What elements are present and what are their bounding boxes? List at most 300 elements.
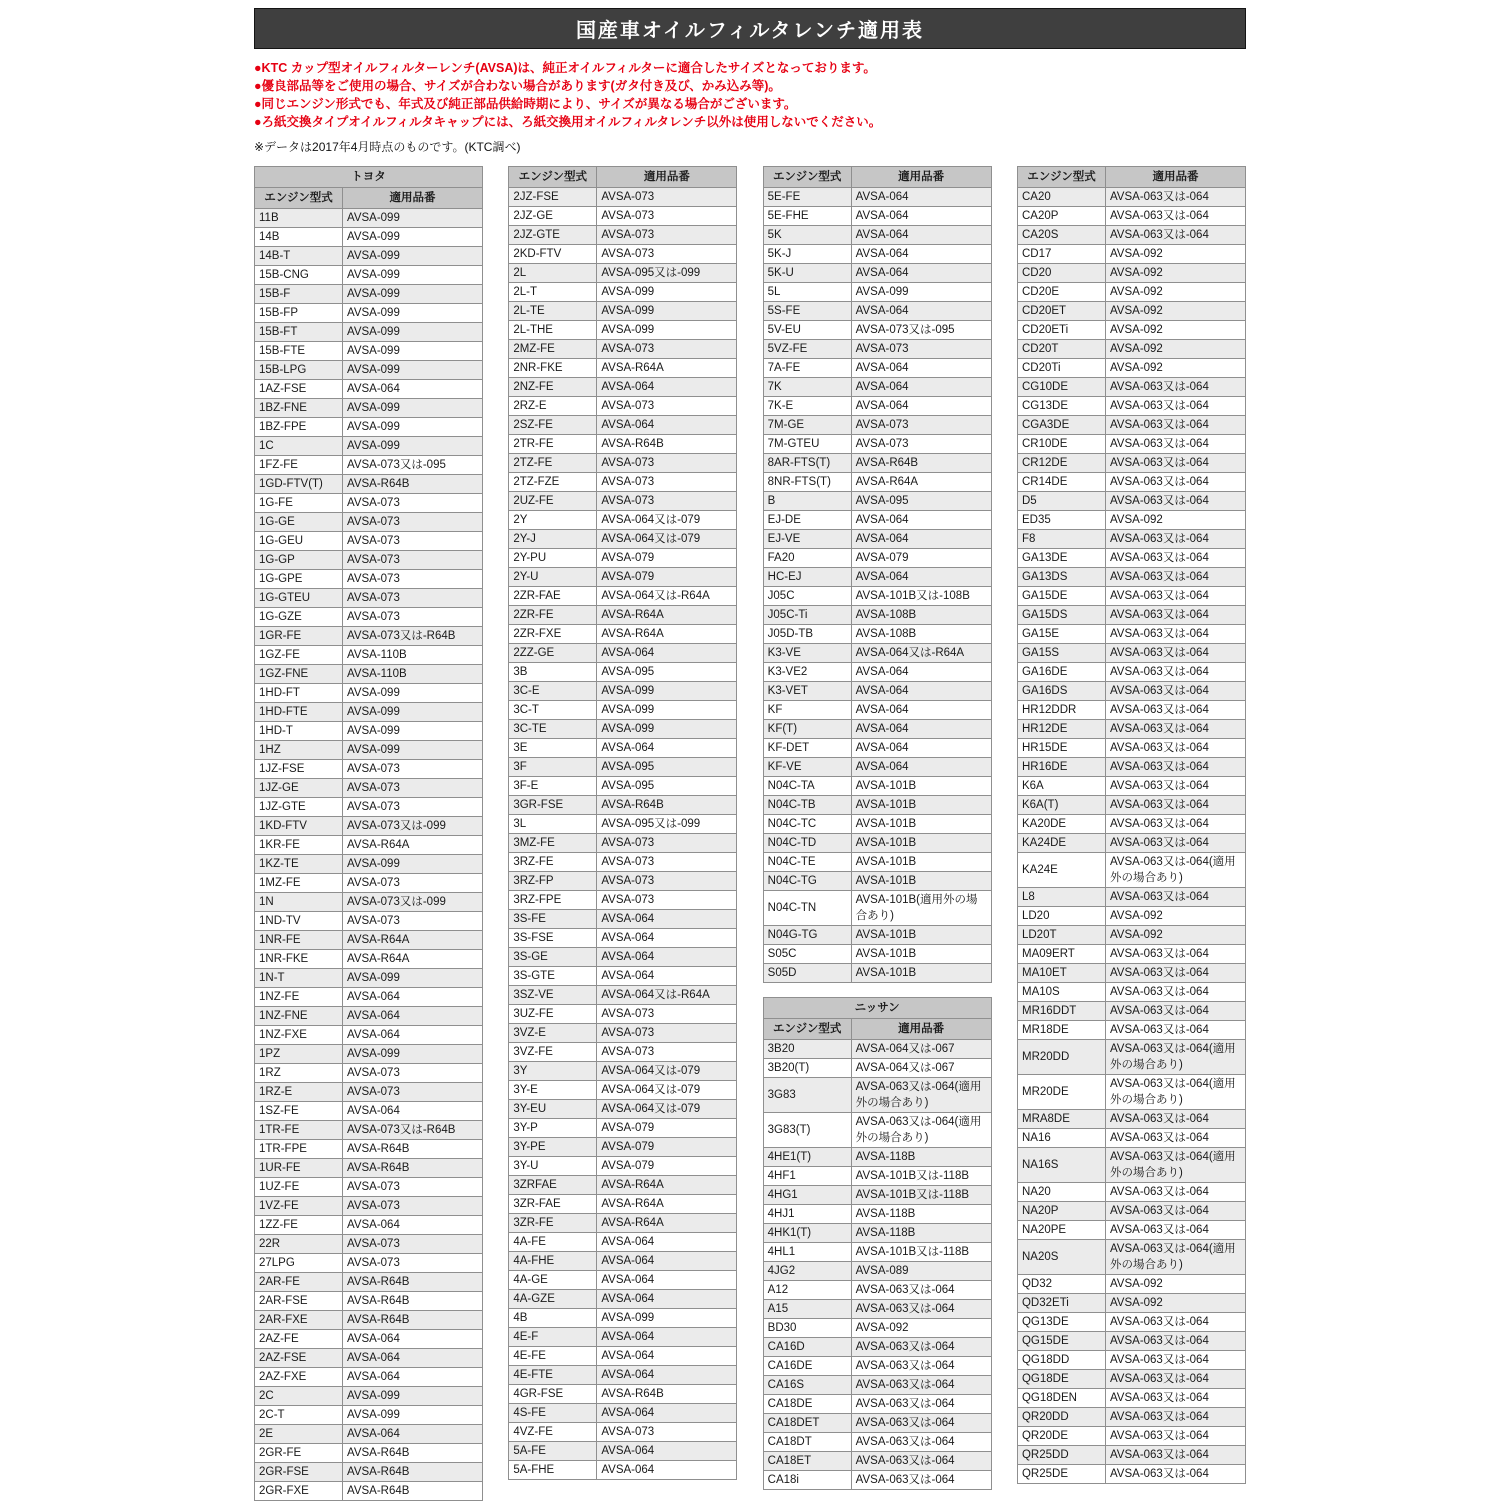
- engine-cell: 1G-GTEU: [255, 589, 343, 608]
- part-cell: AVSA-064: [343, 988, 483, 1007]
- part-cell: AVSA-099: [343, 266, 483, 285]
- part-cell: AVSA-063又は-064: [851, 1300, 991, 1319]
- part-cell: AVSA-099: [343, 342, 483, 361]
- engine-cell: 1JZ-FSE: [255, 760, 343, 779]
- part-cell: AVSA-064: [597, 1271, 737, 1290]
- part-cell: AVSA-064: [597, 1461, 737, 1480]
- table-row: [255, 1102, 483, 1121]
- part-cell: AVSA-073: [597, 397, 737, 416]
- engine-cell: 5E-FHE: [763, 207, 851, 226]
- part-cell: AVSA-064: [851, 207, 991, 226]
- table-row: [255, 1406, 483, 1425]
- engine-cell: CA18DET: [763, 1414, 851, 1433]
- part-cell: AVSA-063又は-064: [851, 1452, 991, 1471]
- part-cell: AVSA-063又は-064: [1105, 473, 1245, 492]
- engine-cell: 3Y-E: [509, 1081, 597, 1100]
- engine-cell: S05C: [763, 945, 851, 964]
- engine-cell: 4JG2: [763, 1262, 851, 1281]
- part-cell: AVSA-063又は-064: [1105, 454, 1245, 473]
- table-row: [763, 720, 991, 739]
- table-row: [1017, 283, 1245, 302]
- engine-cell: 2AR-FE: [255, 1273, 343, 1292]
- part-cell: AVSA-064: [343, 380, 483, 399]
- table-row: [763, 530, 991, 549]
- engine-cell: K3-VE2: [763, 663, 851, 682]
- engine-cell: QG18DD: [1017, 1351, 1105, 1370]
- engine-cell: NA20P: [1017, 1202, 1105, 1221]
- engine-cell: 2C: [255, 1387, 343, 1406]
- engine-cell: LD20: [1017, 907, 1105, 926]
- engine-cell: CA20P: [1017, 207, 1105, 226]
- part-cell: AVSA-073: [343, 513, 483, 532]
- part-cell: AVSA-063又は-064: [1105, 758, 1245, 777]
- part-cell: AVSA-064: [597, 378, 737, 397]
- engine-cell: 15B-CNG: [255, 266, 343, 285]
- engine-cell: 15B-FP: [255, 304, 343, 323]
- part-cell: AVSA-R64B: [851, 454, 991, 473]
- table-row: [509, 245, 737, 264]
- part-cell: AVSA-R64B: [597, 1385, 737, 1404]
- engine-cell: 4HL1: [763, 1243, 851, 1262]
- table-row: [255, 627, 483, 646]
- part-cell: AVSA-101B: [851, 964, 991, 983]
- part-cell: AVSA-063又は-064(適用外の場合あり): [1105, 853, 1245, 888]
- engine-cell: 1KZ-TE: [255, 855, 343, 874]
- engine-cell: CR14DE: [1017, 473, 1105, 492]
- part-cell: AVSA-R64B: [343, 1159, 483, 1178]
- part-cell: AVSA-R64B: [597, 796, 737, 815]
- engine-cell: 3ZR-FAE: [509, 1195, 597, 1214]
- engine-cell: CD20: [1017, 264, 1105, 283]
- part-cell: AVSA-099: [343, 209, 483, 228]
- engine-cell: 1HD-FTE: [255, 703, 343, 722]
- engine-cell: N04C-TA: [763, 777, 851, 796]
- part-cell: AVSA-064又は-067: [851, 1059, 991, 1078]
- part-cell: AVSA-064: [597, 1347, 737, 1366]
- part-cell: AVSA-099: [343, 418, 483, 437]
- engine-cell: MR20DE: [1017, 1075, 1105, 1110]
- engine-cell: 1G-GPE: [255, 570, 343, 589]
- engine-cell: QR20DD: [1017, 1408, 1105, 1427]
- engine-cell: 15B-F: [255, 285, 343, 304]
- part-cell: AVSA-108B: [851, 606, 991, 625]
- table-row: [255, 1121, 483, 1140]
- engine-cell: 7K-E: [763, 397, 851, 416]
- part-cell: AVSA-064: [597, 1442, 737, 1461]
- table-row: [255, 1026, 483, 1045]
- table-row: [1017, 964, 1245, 983]
- table-row: [255, 551, 483, 570]
- table-row: [1017, 1370, 1245, 1389]
- maker-header: トヨタ: [255, 167, 483, 188]
- table-row: [1017, 473, 1245, 492]
- table-row: [255, 1140, 483, 1159]
- part-cell: AVSA-063又は-064: [1105, 1427, 1245, 1446]
- table-row: [763, 1148, 991, 1167]
- table-row: [763, 964, 991, 983]
- table-row: [763, 587, 991, 606]
- engine-cell: 4VZ-FE: [509, 1423, 597, 1442]
- application-table: [508, 166, 737, 1480]
- table-row: [255, 418, 483, 437]
- part-cell: AVSA-064: [851, 530, 991, 549]
- table-row: [255, 1216, 483, 1235]
- table-row: [763, 359, 991, 378]
- table-row: [763, 511, 991, 530]
- table-row: [763, 435, 991, 454]
- part-cell: AVSA-073: [597, 207, 737, 226]
- part-cell: AVSA-063又は-064: [1105, 1446, 1245, 1465]
- engine-cell: 1GD-FTV(T): [255, 475, 343, 494]
- engine-cell: 3UZ-FE: [509, 1005, 597, 1024]
- part-cell: AVSA-064: [851, 188, 991, 207]
- engine-cell: 3C-T: [509, 701, 597, 720]
- engine-cell: N04C-TB: [763, 796, 851, 815]
- table-row: [1017, 1446, 1245, 1465]
- part-cell: AVSA-073: [343, 798, 483, 817]
- part-cell: AVSA-064: [851, 397, 991, 416]
- part-cell: AVSA-063又は-064: [1105, 796, 1245, 815]
- table-row: [1017, 888, 1245, 907]
- part-cell: AVSA-064: [597, 1404, 737, 1423]
- engine-cell: CA20: [1017, 188, 1105, 207]
- engine-cell: 1C: [255, 437, 343, 456]
- part-cell: AVSA-079: [597, 568, 737, 587]
- part-cell: AVSA-073又は-095: [851, 321, 991, 340]
- part-cell: AVSA-063又は-064: [1105, 397, 1245, 416]
- table-row: [255, 437, 483, 456]
- engine-cell: F8: [1017, 530, 1105, 549]
- part-cell: AVSA-095: [597, 663, 737, 682]
- table-row: [763, 644, 991, 663]
- table-row: [509, 758, 737, 777]
- part-cell: AVSA-064又は-079: [597, 1100, 737, 1119]
- table-row: [763, 872, 991, 891]
- table-row: [255, 399, 483, 418]
- table-row: [255, 1330, 483, 1349]
- part-cell: AVSA-064又は-R64A: [597, 986, 737, 1005]
- table-row: [763, 1376, 991, 1395]
- engine-cell: 1KR-FE: [255, 836, 343, 855]
- part-cell: AVSA-064: [343, 1007, 483, 1026]
- part-cell: AVSA-099: [343, 684, 483, 703]
- part-cell: AVSA-095又は-099: [597, 264, 737, 283]
- part-cell: AVSA-079: [597, 1138, 737, 1157]
- part-cell: AVSA-064: [851, 720, 991, 739]
- engine-cell: J05D-TB: [763, 625, 851, 644]
- table-row: [509, 720, 737, 739]
- engine-cell: CGA3DE: [1017, 416, 1105, 435]
- table-row: [763, 1452, 991, 1471]
- table-row: [763, 701, 991, 720]
- table-row: [509, 910, 737, 929]
- engine-cell: KF: [763, 701, 851, 720]
- engine-cell: 8AR-FTS(T): [763, 454, 851, 473]
- part-cell: AVSA-092: [1105, 511, 1245, 530]
- engine-cell: 5A-FHE: [509, 1461, 597, 1480]
- engine-cell: 3S-GE: [509, 948, 597, 967]
- engine-cell: 2L-TE: [509, 302, 597, 321]
- part-cell: AVSA-063又は-064(適用外の場合あり): [851, 1078, 991, 1113]
- data-date-note: ※データは2017年4月時点のものです。(KTC調べ): [254, 140, 521, 154]
- table-row: [1017, 454, 1245, 473]
- part-cell: AVSA-092: [851, 1319, 991, 1338]
- engine-cell: 5K: [763, 226, 851, 245]
- engine-cell: 1ZZ-FE: [255, 1216, 343, 1235]
- table-row: [1017, 1313, 1245, 1332]
- part-cell: AVSA-064: [343, 1368, 483, 1387]
- engine-cell: N04C-TN: [763, 891, 851, 926]
- part-cell: AVSA-092: [1105, 245, 1245, 264]
- engine-cell: 2AZ-FSE: [255, 1349, 343, 1368]
- part-cell: AVSA-099: [343, 1406, 483, 1425]
- engine-cell: CA20S: [1017, 226, 1105, 245]
- table-row: [1017, 682, 1245, 701]
- table-row: [1017, 530, 1245, 549]
- engine-cell: 7A-FE: [763, 359, 851, 378]
- table-row: [763, 777, 991, 796]
- part-column-header: 適用品番: [597, 167, 737, 188]
- engine-cell: 2SZ-FE: [509, 416, 597, 435]
- table-row: [763, 473, 991, 492]
- engine-cell: ED35: [1017, 511, 1105, 530]
- table-row: [1017, 720, 1245, 739]
- table-row: [255, 1292, 483, 1311]
- table-row: [255, 1197, 483, 1216]
- table-row: [1017, 853, 1245, 888]
- engine-cell: HC-EJ: [763, 568, 851, 587]
- engine-cell: EJ-DE: [763, 511, 851, 530]
- part-cell: AVSA-063又は-064: [1105, 1021, 1245, 1040]
- engine-cell: CA18DT: [763, 1433, 851, 1452]
- engine-cell: K6A(T): [1017, 796, 1105, 815]
- part-cell: AVSA-063又は-064: [1105, 1389, 1245, 1408]
- table-row: [763, 758, 991, 777]
- engine-cell: 1G-GZE: [255, 608, 343, 627]
- part-cell: AVSA-099: [343, 1045, 483, 1064]
- engine-cell: 1G-FE: [255, 494, 343, 513]
- part-cell: AVSA-R64B: [343, 1273, 483, 1292]
- table-row: [763, 1433, 991, 1452]
- table-row: [509, 397, 737, 416]
- engine-cell: MA10ET: [1017, 964, 1105, 983]
- part-cell: AVSA-101B又は-118B: [851, 1186, 991, 1205]
- engine-cell: 3VZ-E: [509, 1024, 597, 1043]
- engine-cell: 1GZ-FNE: [255, 665, 343, 684]
- table-row: [1017, 1465, 1245, 1484]
- table-row: [1017, 1275, 1245, 1294]
- part-cell: AVSA-063又は-064: [1105, 606, 1245, 625]
- page: [254, 0, 1246, 1501]
- red-notes-block: [254, 59, 1246, 131]
- engine-cell: S05D: [763, 964, 851, 983]
- part-cell: AVSA-101B又は-108B: [851, 587, 991, 606]
- table-row: [255, 1368, 483, 1387]
- part-cell: AVSA-073: [343, 1235, 483, 1254]
- table-row: [1017, 359, 1245, 378]
- engine-cell: 3F-E: [509, 777, 597, 796]
- engine-cell: 5VZ-FE: [763, 340, 851, 359]
- table-row: [763, 492, 991, 511]
- part-cell: AVSA-079: [597, 549, 737, 568]
- engine-cell: 1FZ-FE: [255, 456, 343, 475]
- table-row: [1017, 926, 1245, 945]
- part-cell: AVSA-063又は-064: [851, 1414, 991, 1433]
- table-row: [509, 1271, 737, 1290]
- part-cell: AVSA-063又は-064: [1105, 777, 1245, 796]
- engine-column-header: エンジン型式: [1017, 167, 1105, 188]
- table-row: [1017, 758, 1245, 777]
- table-row: [255, 646, 483, 665]
- engine-cell: HR12DE: [1017, 720, 1105, 739]
- engine-cell: 5V-EU: [763, 321, 851, 340]
- engine-cell: 1JZ-GTE: [255, 798, 343, 817]
- table-row: [255, 1064, 483, 1083]
- engine-cell: NA16: [1017, 1129, 1105, 1148]
- part-cell: AVSA-064: [597, 967, 737, 986]
- table-row: [763, 378, 991, 397]
- part-cell: AVSA-063又は-064(適用外の場合あり): [1105, 1148, 1245, 1183]
- part-cell: AVSA-079: [597, 1119, 737, 1138]
- engine-cell: 2Y-PU: [509, 549, 597, 568]
- table-row: [1017, 1221, 1245, 1240]
- part-cell: AVSA-073: [597, 853, 737, 872]
- part-cell: AVSA-063又は-064: [1105, 964, 1245, 983]
- part-cell: AVSA-064又は-079: [597, 530, 737, 549]
- part-cell: AVSA-064: [851, 359, 991, 378]
- table-row: [509, 283, 737, 302]
- table-row: [255, 1311, 483, 1330]
- part-cell: AVSA-101B: [851, 796, 991, 815]
- table-row: [509, 1309, 737, 1328]
- table-row: [255, 950, 483, 969]
- table-row: [509, 701, 737, 720]
- engine-cell: 2ZR-FXE: [509, 625, 597, 644]
- engine-cell: 2TR-FE: [509, 435, 597, 454]
- part-cell: AVSA-063又は-064: [1105, 1202, 1245, 1221]
- part-cell: AVSA-073又は-095: [343, 456, 483, 475]
- table-row: [1017, 511, 1245, 530]
- part-cell: AVSA-R64B: [343, 1292, 483, 1311]
- part-cell: AVSA-099: [343, 437, 483, 456]
- engine-cell: 4HF1: [763, 1167, 851, 1186]
- table-row: [255, 342, 483, 361]
- part-cell: AVSA-063又は-064: [1105, 226, 1245, 245]
- engine-cell: 11B: [255, 209, 343, 228]
- engine-cell: QR20DE: [1017, 1427, 1105, 1446]
- engine-cell: 7M-GE: [763, 416, 851, 435]
- table-row: [1017, 245, 1245, 264]
- part-cell: AVSA-063又は-064(適用外の場合あり): [1105, 1075, 1245, 1110]
- part-cell: AVSA-063又は-064: [1105, 644, 1245, 663]
- table-row: [255, 1463, 483, 1482]
- table-row: [763, 321, 991, 340]
- table-row: [1017, 188, 1245, 207]
- table-row: [1017, 1021, 1245, 1040]
- table-row: [763, 815, 991, 834]
- engine-cell: MR18DE: [1017, 1021, 1105, 1040]
- engine-cell: 3G83: [763, 1078, 851, 1113]
- table-row: [1017, 1040, 1245, 1075]
- part-cell: AVSA-064又は-079: [597, 511, 737, 530]
- engine-cell: 22R: [255, 1235, 343, 1254]
- table-row: [509, 492, 737, 511]
- application-table: [763, 166, 992, 983]
- part-cell: AVSA-073: [343, 608, 483, 627]
- part-cell: AVSA-063又は-064: [1105, 1002, 1245, 1021]
- part-cell: AVSA-063又は-064: [1105, 625, 1245, 644]
- engine-cell: 1NR-FKE: [255, 950, 343, 969]
- table-column-4: [1017, 166, 1246, 1484]
- red-note-line: ●KTC カップ型オイルフィルターレンチ(AVSA)は、純正オイルフィルターに適合したサイズとなっております。: [254, 61, 876, 75]
- table-row: [763, 1040, 991, 1059]
- table-row: [1017, 1240, 1245, 1275]
- engine-cell: HR12DDR: [1017, 701, 1105, 720]
- table-row: [255, 1254, 483, 1273]
- part-cell: AVSA-073又は-R64B: [343, 627, 483, 646]
- engine-cell: 1RZ-E: [255, 1083, 343, 1102]
- engine-cell: 1MZ-FE: [255, 874, 343, 893]
- table-column-2: [508, 166, 737, 1480]
- engine-cell: GA16DE: [1017, 663, 1105, 682]
- part-cell: AVSA-099: [343, 228, 483, 247]
- part-cell: AVSA-099: [343, 323, 483, 342]
- engine-cell: 1NZ-FE: [255, 988, 343, 1007]
- engine-cell: 15B-FT: [255, 323, 343, 342]
- engine-cell: 7K: [763, 378, 851, 397]
- engine-cell: 2Y-U: [509, 568, 597, 587]
- table-row: [255, 741, 483, 760]
- engine-cell: 3RZ-FE: [509, 853, 597, 872]
- table-row: [255, 209, 483, 228]
- table-row: [255, 988, 483, 1007]
- table-row: [509, 1366, 737, 1385]
- part-cell: AVSA-063又は-064: [1105, 1110, 1245, 1129]
- engine-cell: KA24DE: [1017, 834, 1105, 853]
- part-cell: AVSA-R64A: [597, 625, 737, 644]
- table-row: [255, 323, 483, 342]
- table-row: [255, 665, 483, 684]
- engine-cell: NA20PE: [1017, 1221, 1105, 1240]
- engine-cell: A12: [763, 1281, 851, 1300]
- engine-cell: 7M-GTEU: [763, 435, 851, 454]
- part-cell: AVSA-R64B: [343, 1140, 483, 1159]
- table-row: [509, 1461, 737, 1480]
- table-row: [509, 1214, 737, 1233]
- table-row: [255, 1007, 483, 1026]
- table-row: [255, 1178, 483, 1197]
- part-cell: AVSA-073: [851, 416, 991, 435]
- engine-cell: 2L: [509, 264, 597, 283]
- engine-cell: 4HG1: [763, 1186, 851, 1205]
- part-cell: AVSA-064: [597, 644, 737, 663]
- engine-cell: 2ZR-FAE: [509, 587, 597, 606]
- part-cell: AVSA-064: [343, 1349, 483, 1368]
- table-row: [763, 302, 991, 321]
- engine-cell: 1ND-TV: [255, 912, 343, 931]
- part-cell: AVSA-063又は-064: [1105, 1370, 1245, 1389]
- table-row: [509, 606, 737, 625]
- part-cell: AVSA-073: [343, 494, 483, 513]
- engine-cell: QG18DE: [1017, 1370, 1105, 1389]
- part-cell: AVSA-R64B: [343, 1444, 483, 1463]
- table-row: [509, 853, 737, 872]
- part-cell: AVSA-064又は-R64A: [851, 644, 991, 663]
- engine-column-header: エンジン型式: [255, 188, 343, 209]
- table-row: [763, 1300, 991, 1319]
- page-title: 国産車オイルフィルタレンチ適用表: [254, 8, 1246, 49]
- table-row: [255, 247, 483, 266]
